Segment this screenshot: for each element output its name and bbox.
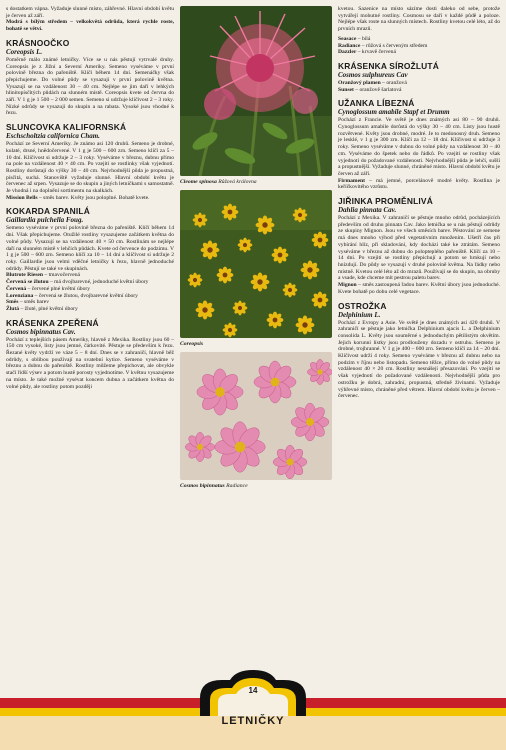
variety-item: Červená – červené plné květní úbory — [6, 285, 91, 292]
species-name: Coreopsis L. — [6, 47, 43, 56]
section-text: Semeno vyséváme v první polovině března do pařeniště. Klíčí během 14 dní. Však přepichujeme. Otužilé rostliny vysazujeme začátkem května do volné půdy. Vysazují se na vzdálenost 40 × 50 cm. Rostlinám se nejlépe daří na slunném místě v lehčích půdách. Kvete od července do podzimu. V 1 g je 500 – 600 zrn. Semeno klíčí za 10 – 14 dní a klíčivost si udržuje 2 roky. Gaillardie jsou velmi vděčné letničky k řezu, hlavně jednoduché odrůdy. Pěstují se také ve skupinách. — [6, 225, 174, 272]
variety-item: Červená se žlutou – má dvojbarevné, jednoduché květní úbory — [6, 279, 149, 286]
variety-item: Sunset – oranžově šarlatová — [338, 86, 402, 93]
variety-line: Mignon – směs zastoupená řadou barev. Květní úbory jsou jednoduché. Kvete bohatě po dobu celé vegetace. — [338, 282, 501, 295]
section-title-ostrozka: OSTROŽKA — [338, 300, 387, 311]
right-column — [338, 6, 500, 400]
species-name: Dahlia pinnata Cav. — [338, 206, 397, 215]
variety-item: Seasace – bílá — [338, 35, 371, 42]
section-title-krasnoocko: KRÁSNOOČKO — [6, 37, 70, 48]
photo-coreopsis — [180, 190, 332, 338]
section-title-jirinka: JIŘINKA PROMĚNLIVÁ — [338, 196, 433, 207]
section-text: Poměrně málo známé letničky. Více se u nás pěstují vytrvalé druhy. Coreopsis je z Jižní a Severní Ameriky. Semeno vyséváme v první polovině března do pařeniště. Klíčí během 14 dní. Semenáčky však přepichujeme. Do volné půdy se vysazují v první polovině května. Vysazují se na vzdálenost 30 – 40 cm. Nejlépe se jim daří v lehkých hlinitopísčitých půdách na slunném místě. Coreopsis kvete od června do září. V 1 g je 1 500 – 2 000 semen. Semeno si udržuje klíčivost 2 – 3 roky. Nízké odrůdy se vysazují do skupin a na rabata. Vysoké jsou vhodné k řezu. — [6, 56, 174, 117]
variety-line: Mission Bells – směs barev. Květy jsou poloplné. Bohatě kvete. — [6, 194, 150, 201]
section-text: Pochází z teplejších pásem Ameriky, hlavně z Mexika. Rostliny jsou 60 – 150 cm vysoké, listy jsou jemné, čárkovité. Pěstuje se především k řezu. Řezané květy vydrží ve váze 5 – 8 dní. Dnes se v zahraničí, hlavně běž odrůdy, s oblibou používají na svatební kytice. Semeno vyséváme v březnu a dubnu do pařeniště. Rostliny můžeme přepichovat, ale obvykle stačí řídší výsev a potom hustě porosty vyjednotíme. V květnu vysazujeme na místo. Je také možné vysévat koncem dubna a začátkem května do volné půdy, ale rostliny potom později — [6, 336, 174, 390]
variety-item: Dazzler – krvavě červená — [338, 49, 396, 56]
section-title-kokarda: KOKARDA SPANILÁ — [6, 206, 90, 217]
variety-list — [338, 80, 500, 93]
species-name: Delphinium L. — [338, 310, 381, 319]
page-number: 14 — [248, 686, 258, 695]
chapter-title: LETNIČKY — [221, 715, 285, 727]
species-name: Cosmos bipinnatus Cav. — [6, 327, 76, 336]
variety-item: Blutrote Riesen – tmavočervená — [6, 272, 80, 279]
section-text: Pochází z Francie. Ve světě je dnes známých asi 80 – 90 druhů. Cynoglossum amabile dorůstá do výšky 30 – 40 cm. Listy jsou hustě rozvětvené. Květy jsou drobné, modré. Je to medonosný druh. Semeno je lesklé, v 1 g je 300 zrn. Klíčí za 12 – 18 dní. Klíčivost si udržuje 3 roky. Semeno vyséváme v dubnu do volné půdy na vzdálenost 30 – 40 cm. Vyséváme do špetek nebo do řádků. Po vzejití se rostliny však vyjednotí do požadované vzdálenosti. Nejvhodnější půda je lehčí, sušší a propustnější. Vyžaduje slunné, chráněné místo. Hlavní období květu je červen až září. — [338, 117, 500, 177]
photo-caption: Cosmos bipinnatus Radiance — [180, 483, 248, 489]
species-name: Cosmos sulphureus Cav — [338, 70, 408, 79]
species-name: Eschscholtzia californica Cham. — [6, 132, 100, 141]
intro-variety: Modrá s bílým středem – velkokvětá odrůda, která rychle roste, bohatě se větví. — [6, 19, 174, 33]
variety-item: Oranžový plamen – oranžová — [338, 79, 407, 86]
variety-item: Žlutá – žluté, plné květní úbory — [6, 305, 78, 312]
section-text: Pochází ze Severní Ameriky. Je známo asi 120 druhů. Semeno je drobné, kulaté, drsné, hnědočervené. V 1 g je 500 – 600 zrn. Semeno klíčí za 5 – 10 dní. Klíčivost si udržuje 2 – 3 roky. Vyséváme v březnu, dubnu přímo na pole na vzdálenost 40 × 40 cm. Po vzejití se rostlinky však vyjednotí. Rostliny dorůstají do výšky 30 – 40 cm. Nejvhodnější půda je propustná, písčitá, suchá. Stanoviště vyžaduje slunné. Hlavní období květu je červenec až srpen. Vysazuje se do skupin a jiných letničkami s samostatně. Je vhodná i na doplnění sortimentu na skalkách. — [6, 141, 174, 195]
left-column — [6, 6, 174, 390]
photo-cosmos — [180, 352, 332, 480]
section-title-sluncovka: SLUNCOVKA KALIFORNSKÁ — [6, 122, 127, 133]
variety-list — [6, 272, 174, 312]
photo-cleome — [180, 6, 332, 176]
intro-text: s dostatkem vápna. Vyžaduje slunné místo, záhřevné. Hlavní období květu je červen až září. — [6, 6, 174, 19]
variety-line: Firmament – má jemné, porcelánově modré květy. Rostlina je keříčkovitého vzrůstu. — [338, 177, 500, 191]
footer-banner — [0, 668, 506, 750]
variety-list — [338, 36, 500, 56]
species-name: Gaillardia pulchella Foug. — [6, 216, 84, 225]
section-title-krasenka-sirozluta: KRÁSENKA SÍROŽLUTÁ — [338, 60, 439, 71]
variety-item: Lorenziana – červená se žlutou, dvojbarevné květní úbory — [6, 292, 138, 299]
section-title-uzanka: UŽANKA LÍBEZNÁ — [338, 98, 415, 109]
photo-caption: Coreopsis — [180, 341, 204, 347]
section-title-krasenka-zperena: KRÁSENKA ZPEŘENÁ — [6, 317, 99, 328]
photo-column — [180, 6, 332, 494]
section-text: Pochází z Evropy a Asie. Ve světě je dnes známých asi 420 druhů. V zahraničí se pěstuje jako letnička Delphinium ajacis L. a Delphinium consolida L. Květy jsou souměrné s jednoduchým pětilistým okvětím. Jejich korunní lístky jsou prodlouženy dozadu v ostruhu. Semeno je drobné, trojhranné. V 1 g je 400 – 600 zrn. Semeno klíčí za 14 – 20 dní. Klíčivost udrží 4 roky. Semeno vyséváme v březnu až dubnu nebo na podzim v říjnu nebo listopadu. Semeno těžce, přímo do volné půdy na vzdálenost 40 × 20 cm. Rostliny nesnášejí přesazování. Po vzejití se však vyjednotí do požadované vzdálenosti. Nejvhodnější půda pro ostrožku je dobrá, zahradní, propustná, středně živinami. Vyžaduje výhřevné místo, chráněné před větrem. Hlavní období květu je červen – červenec. — [338, 319, 500, 400]
photo-caption: Cleome spinosa Růžová královna — [180, 179, 257, 185]
species-name: Cynoglossum amabile Stapf et Drumm — [338, 108, 450, 117]
section-text: Pochází z Mexika. V zahraničí se pěstuje mnoho odrůd, pocházejících především od druhu pinnata Cav. Jako letnička se u nás pěstují odrůdy ze skupiny Mignon. Jsou ve všech směsích barev. Pěstování ze semene má dnes mnoho výhod před vegetativním množením. Ušetří čas při vybírání hlíz, při skladování, kdy dochází také ke ztrátám. Semeno vyséváme v březnu až dubnu do polopteplého pařeniště. Klíčí za 10 – 14 dní. Po vzejití se rostliny přepichují a potom se hrnkují nebo hnízdují. Do půdy se vysazují v druhé polovině května. Na řádky nebo místně. Kvetou celé léto až do mrazů. Používají se do skupin, na obruby a vsade, kde chceme mít pestrou paletu barev. — [338, 215, 500, 282]
variety-item: Radiance – růžová s červeným středem — [338, 42, 428, 49]
variety-item: Směs – směs barev — [6, 299, 50, 306]
intro-text: kvetou. Sazenice na místo sázíme dosti daleko od sebe, protože vytvářejí mohutné rostliny. Cosmosu se daří v každé půdě a poloze. Nejlépe však roste na slunných místech. Rostliny kvetou celé léto, až do prvních mrazů. — [338, 6, 500, 33]
